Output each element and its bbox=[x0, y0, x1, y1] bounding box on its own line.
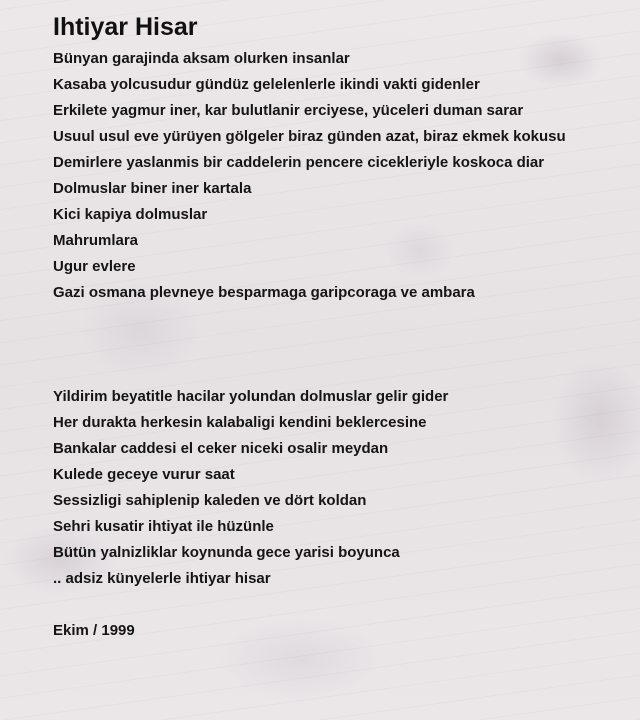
poem-line: Dolmuslar biner iner kartala bbox=[53, 180, 252, 197]
poem-line: Sessizligi sahiplenip kaleden ve dört koldan bbox=[53, 492, 367, 509]
poem-line: Erkilete yagmur iner, kar bulutlanir erciyese, yüceleri duman sarar bbox=[53, 102, 524, 119]
poem-line: Bünyan garajinda aksam olurken insanlar bbox=[53, 50, 350, 67]
poem-line: Sehri kusatir ihtiyat ile hüzünle bbox=[53, 518, 274, 535]
poem-line: Bütün yalnizliklar koynunda gece yarisi boyunca bbox=[53, 544, 400, 561]
stanza-1 bbox=[53, 46, 633, 306]
poem-line: .. adsiz künyelerle ihtiyar hisar bbox=[53, 570, 271, 587]
poem-line: Her durakta herkesin kalabaligi kendini beklercesine bbox=[53, 414, 427, 431]
poem-line: Yildirim beyatitle hacilar yolundan dolmuslar gelir gider bbox=[53, 388, 449, 405]
poem-line: Usuul usul eve yürüyen gölgeler biraz günden azat, biraz ekmek kokusu bbox=[53, 128, 566, 145]
poem-title: Ihtiyar Hisar bbox=[53, 13, 198, 41]
poem-line: Kulede geceye vurur saat bbox=[53, 466, 235, 483]
stanza-2 bbox=[53, 384, 633, 592]
poem-line: Bankalar caddesi el ceker niceki osalir meydan bbox=[53, 440, 389, 457]
poem-line: Demirlere yaslanmis bir caddelerin pencere cicekleriyle koskoca diar bbox=[53, 154, 545, 171]
poem bbox=[53, 12, 633, 644]
poem-line: Ugur evlere bbox=[53, 258, 136, 275]
poem-line: Mahrumlara bbox=[53, 232, 139, 249]
date-spacer bbox=[53, 592, 633, 618]
poem-line: Gazi osmana plevneye besparmaga garipcoraga ve ambara bbox=[53, 284, 475, 301]
poem-line: Kasaba yolcusudur gündüz gelelenlerle ikindi vakti gidenler bbox=[53, 76, 480, 93]
poem-date: Ekim / 1999 bbox=[53, 622, 135, 639]
poem-line: Kici kapiya dolmuslar bbox=[53, 206, 208, 223]
stanza-spacer bbox=[53, 306, 633, 384]
